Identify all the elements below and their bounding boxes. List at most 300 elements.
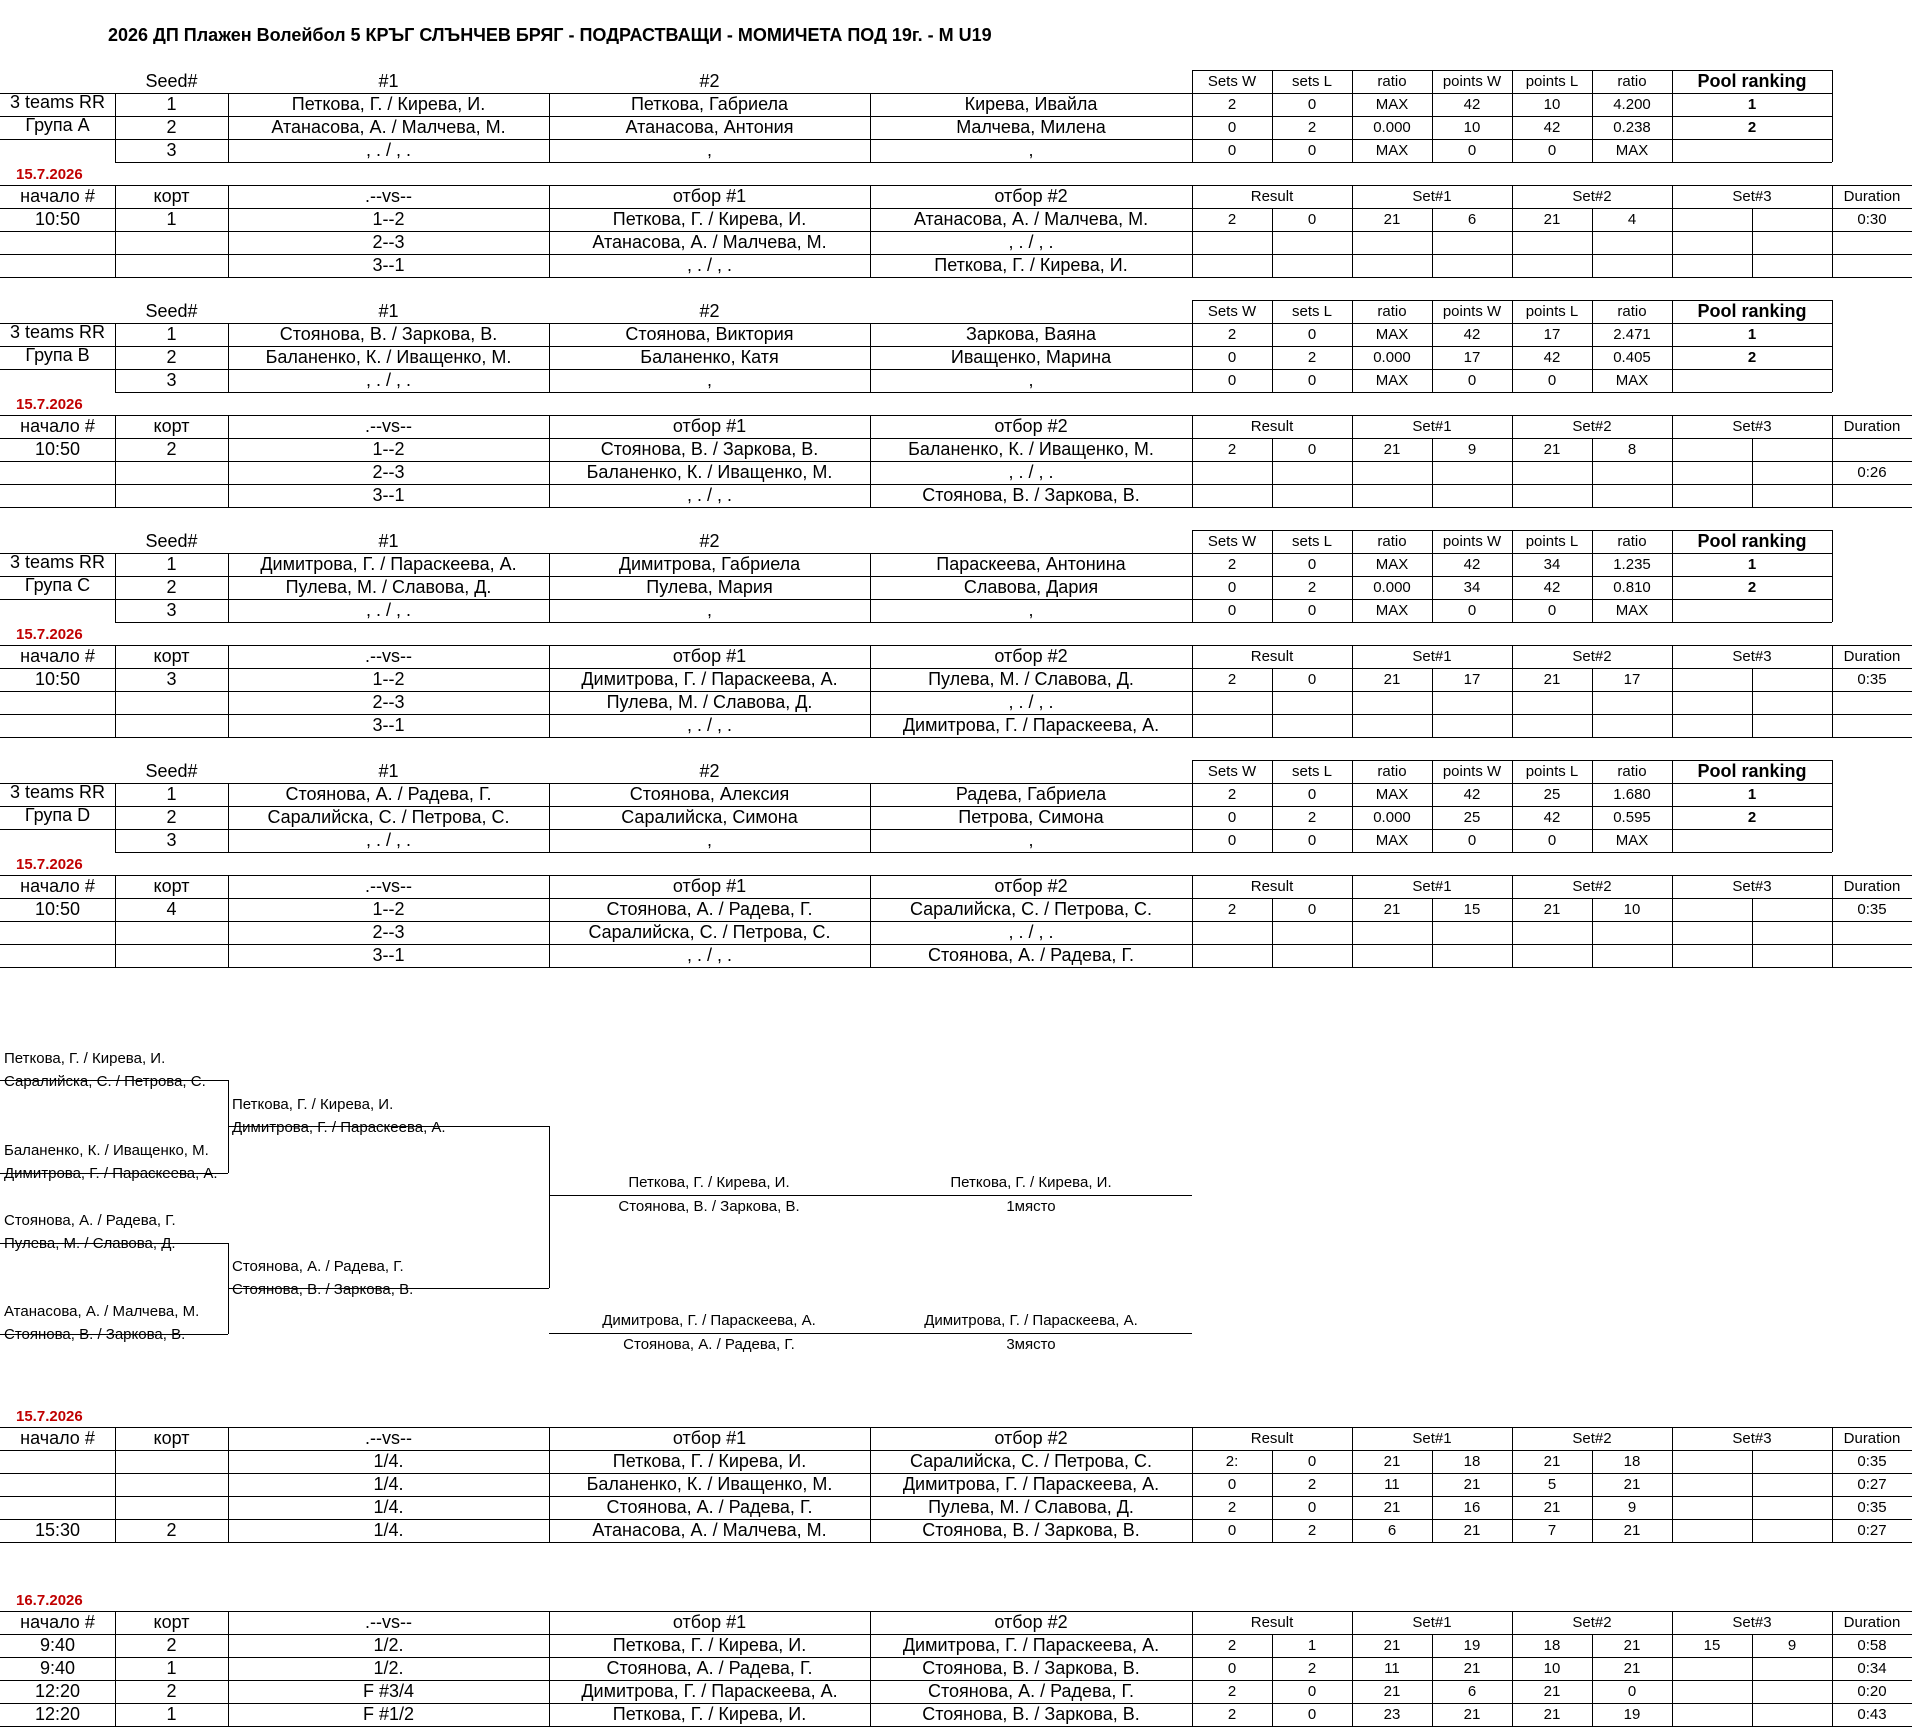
pool-stat-value: 0 (1307, 786, 1317, 803)
match-score-cell (1592, 254, 1672, 277)
playoff-table-col (115, 1427, 116, 1542)
pool-col (1672, 300, 1673, 392)
pool-col (115, 553, 116, 622)
match-table-col (115, 875, 116, 967)
pool-rank-value: 2 (1747, 119, 1757, 136)
match-table-line (0, 415, 1912, 416)
match-team-2: , . / , . (1008, 692, 1054, 712)
match-score-cell (1512, 944, 1592, 967)
match-score-cell (1432, 921, 1512, 944)
match-score-cell: 2 (1227, 1499, 1237, 1516)
pool-team-name: , . / , . (365, 830, 411, 850)
match-score-cell: 21 (1383, 901, 1401, 918)
pool-stat-value: 0 (1547, 142, 1557, 159)
match-score-cell (1752, 944, 1832, 967)
pool-col (1192, 530, 1193, 622)
pool-line (0, 346, 1832, 347)
match-score-cell (1592, 714, 1672, 737)
match-table-col (1752, 438, 1753, 507)
pool-col (1672, 760, 1673, 852)
match-table-line (0, 714, 1912, 715)
pool-rank-value: 2 (1747, 579, 1757, 596)
match-court: 2 (166, 1681, 177, 1701)
match-pairing: 1--2 (372, 669, 405, 689)
pool-type-label: 3 teams RR (9, 552, 106, 572)
match-score-cell (1272, 944, 1352, 967)
pool-stat-value: 34 (1463, 579, 1481, 596)
match-score-cell (1352, 461, 1432, 484)
pool-line (0, 93, 115, 94)
bracket-round1-team: Стоянова, В. / Заркова, В. (4, 1326, 186, 1343)
pool-stat-value: MAX (1375, 556, 1409, 573)
match-score-cell (1672, 1680, 1752, 1703)
match-score-cell: 21 (1623, 1476, 1641, 1493)
pool-col (1832, 760, 1833, 852)
pool-col (1352, 70, 1353, 162)
pool-stat-value: MAX (1615, 142, 1649, 159)
match-score-cell: 0 (1307, 1499, 1317, 1516)
playoff-table-col (549, 1427, 550, 1542)
match-table-line (0, 507, 1912, 508)
pool-stat-value: 10 (1463, 119, 1481, 136)
team2-header: отбор #2 (994, 1612, 1068, 1632)
match-court (115, 691, 228, 714)
stat-header: sets L (1291, 763, 1333, 780)
vs-header: .--vs-- (365, 646, 412, 666)
bracket-line (0, 1080, 228, 1081)
match-duration (1832, 714, 1912, 737)
pool-stat-value: 42 (1543, 809, 1561, 826)
match-score-cell (1592, 461, 1672, 484)
match-score-cell (1352, 254, 1432, 277)
match-table-line (0, 737, 1912, 738)
match-start-time: 10:50 (34, 899, 81, 919)
pool-rank-value (1672, 829, 1832, 852)
match-pairing: 3--1 (372, 945, 405, 965)
match-court: 1 (166, 1704, 177, 1724)
match-score-cell (1352, 944, 1432, 967)
match-table-col (1592, 898, 1593, 967)
match-score-cell (1672, 461, 1752, 484)
match-court: 2 (166, 439, 177, 459)
match-pairing: 1--2 (372, 439, 405, 459)
stat-header: sets L (1291, 73, 1333, 90)
match-court (115, 1473, 228, 1496)
pool-col (1512, 760, 1513, 852)
pool-stat-value: 4.200 (1613, 96, 1651, 113)
pool-team-name: Саралийска, С. / Петрова, С. (267, 807, 510, 827)
match-score-cell: 2 (1307, 1476, 1317, 1493)
player2-header: #2 (699, 531, 720, 551)
match-duration: 0:26 (1857, 464, 1887, 481)
match-score-cell: 0 (1307, 1453, 1317, 1470)
match-team-1: Петкова, Г. / Кирева, И. (612, 209, 807, 229)
bracket-line (549, 1195, 1192, 1196)
playoff-table-line (0, 1703, 1912, 1704)
match-score-cell (1192, 254, 1272, 277)
match-score-cell (1592, 921, 1672, 944)
match-duration: 0:27 (1857, 1476, 1887, 1493)
match-court (115, 461, 228, 484)
pool-stat-value: MAX (1375, 372, 1409, 389)
match-table-col (1672, 645, 1673, 737)
pool-stat-value: 0 (1467, 372, 1477, 389)
court-header: корт (153, 1612, 190, 1632)
pool-stat-value: 2 (1307, 809, 1317, 826)
match-team-2: Пулева, М. / Славова, Д. (928, 1497, 1134, 1517)
match-table-line (0, 645, 1912, 646)
pool-type-label: 3 teams RR (9, 782, 106, 802)
pool-stat-value: 25 (1463, 809, 1481, 826)
match-start-time (0, 1473, 115, 1496)
match-score-cell (1672, 254, 1752, 277)
seed-number: 3 (166, 600, 177, 620)
pool-stat-value: 0 (1227, 372, 1237, 389)
pool-team-name: Димитрова, Г. / Параскеева, А. (260, 554, 517, 574)
pool-stat-value: 25 (1543, 786, 1561, 803)
match-table-col (870, 415, 871, 507)
stat-header: Sets W (1207, 533, 1257, 550)
pool-line (0, 553, 115, 554)
set2-header: Set#2 (1572, 648, 1612, 665)
match-duration: 0:35 (1857, 671, 1887, 688)
match-score-cell: 21 (1383, 1453, 1401, 1470)
match-start-time (0, 231, 115, 254)
match-pairing: 1/4. (373, 1474, 404, 1494)
match-score-cell (1192, 921, 1272, 944)
pool-col (1432, 70, 1433, 162)
pool-stat-value: 2 (1227, 556, 1237, 573)
match-score-cell: 16 (1463, 1499, 1481, 1516)
match-table-line (0, 691, 1912, 692)
match-score-cell (1752, 1473, 1832, 1496)
match-table-col (1352, 185, 1353, 277)
match-team-1: Стоянова, А. / Радева, Г. (606, 1497, 813, 1517)
bracket-round2-team: Петкова, Г. / Кирева, И. (232, 1096, 394, 1113)
match-table-line (0, 875, 1912, 876)
pool-player-1: Стоянова, Алексия (629, 784, 790, 804)
seed-number: 2 (166, 577, 177, 597)
match-table-col (1512, 415, 1513, 507)
match-table-col (549, 415, 550, 507)
vs-header: .--vs-- (365, 1612, 412, 1632)
pool-player-2: Параскеева, Антонина (936, 554, 1126, 574)
pool-col (1352, 530, 1353, 622)
match-table-col (1272, 438, 1273, 507)
match-score-cell (1752, 231, 1832, 254)
pool-line (0, 783, 115, 784)
pool-line (0, 139, 1832, 140)
match-team-2: Димитрова, Г. / Параскеева, А. (902, 1635, 1160, 1655)
match-score-cell (1512, 921, 1592, 944)
match-score-cell (1592, 691, 1672, 714)
match-score-cell: 2 (1227, 211, 1237, 228)
stat-header: Sets W (1207, 303, 1257, 320)
bracket-round1-team: Пулева, М. / Славова, Д. (4, 1235, 176, 1252)
match-table-col (1512, 185, 1513, 277)
pool-rank-value: 1 (1747, 96, 1757, 113)
pool-player-2: , (1028, 370, 1034, 390)
match-table-col (1752, 898, 1753, 967)
match-pairing: F #3/4 (362, 1681, 415, 1701)
player1-header: #1 (378, 301, 399, 321)
pool-line (0, 323, 115, 324)
match-score-cell: 7 (1547, 1522, 1557, 1539)
team2-header: отбор #2 (994, 876, 1068, 896)
match-score-cell (1432, 231, 1512, 254)
match-pairing: 2--3 (372, 462, 405, 482)
match-score-cell: 2 (1227, 671, 1237, 688)
court-header: корт (153, 416, 190, 436)
playoff-table-line (0, 1496, 1912, 1497)
match-score-cell (1432, 484, 1512, 507)
pool-stat-value: 0 (1307, 832, 1317, 849)
match-table-col (1192, 645, 1193, 737)
match-score-cell (1192, 461, 1272, 484)
court-header: корт (153, 1428, 190, 1448)
match-table-col (1272, 668, 1273, 737)
match-score-cell: 19 (1463, 1637, 1481, 1654)
match-score-cell (1512, 231, 1592, 254)
match-table-col (1832, 415, 1833, 507)
pool-col (1352, 760, 1353, 852)
bracket-final-team: Стоянова, В. / Заркова, В. (618, 1198, 800, 1215)
match-score-cell: 11 (1384, 1660, 1400, 1677)
match-pairing: 1/4. (373, 1520, 404, 1540)
set1-header: Set#1 (1412, 1614, 1452, 1631)
pool-stat-value: 0.405 (1613, 349, 1651, 366)
pool-col (870, 783, 871, 852)
page-title: 2026 ДП Плажен Волейбол 5 КРЪГ СЛЪНЧЕВ БРЯГ - ПОДРАСТВАЩИ - МОМИЧЕТА ПОД 19г. - M U19 (108, 26, 992, 44)
pool-stat-value: 10 (1543, 96, 1561, 113)
match-score-cell (1672, 921, 1752, 944)
set1-header: Set#1 (1412, 1430, 1452, 1447)
match-score-cell (1752, 898, 1832, 921)
stat-header: ratio (1617, 763, 1647, 780)
match-table-col (1512, 645, 1513, 737)
playoff-table-col (115, 1611, 116, 1726)
match-team-2: Саралийска, С. / Петрова, С. (909, 899, 1153, 919)
match-table-col (228, 875, 229, 967)
match-table-col (228, 185, 229, 277)
match-start-time: 9:40 (39, 1635, 76, 1655)
pool-player-1: , (706, 140, 712, 160)
match-table-col (1352, 875, 1353, 967)
pool-group-label: Група B (25, 345, 90, 365)
match-score-cell (1272, 921, 1352, 944)
court-header: корт (153, 876, 190, 896)
match-score-cell: 2: (1225, 1453, 1239, 1470)
pool-player-2: , (1028, 600, 1034, 620)
seed-header: Seed# (145, 71, 198, 91)
match-table-col (1192, 875, 1193, 967)
pool-stat-value: 0 (1307, 602, 1317, 619)
match-score-cell (1672, 1657, 1752, 1680)
result-header: Result (1250, 418, 1294, 435)
stat-header: ratio (1377, 303, 1407, 320)
pool-col (1352, 300, 1353, 392)
match-table-line (0, 484, 1912, 485)
pool-stat-value: MAX (1615, 832, 1649, 849)
match-start-time (0, 1450, 115, 1473)
pool-ranking-header: Pool ranking (1697, 71, 1807, 91)
match-duration (1832, 691, 1912, 714)
match-duration: 0:58 (1857, 1637, 1887, 1654)
pool-stat-value: 42 (1463, 326, 1481, 343)
match-table-col (1432, 668, 1433, 737)
pool-player-2: Малчева, Милена (956, 117, 1106, 137)
stat-header: ratio (1377, 533, 1407, 550)
pool-col (549, 323, 550, 392)
match-court: 3 (166, 669, 177, 689)
pool-col (1512, 70, 1513, 162)
pool-col (228, 323, 229, 392)
match-score-cell (1672, 691, 1752, 714)
match-court (115, 921, 228, 944)
bracket-line (228, 1288, 549, 1289)
match-score-cell (1272, 484, 1352, 507)
match-table-col (115, 185, 116, 277)
playoff-table-col (1352, 1611, 1353, 1726)
match-score-cell: 1 (1307, 1637, 1317, 1654)
match-pairing: 2--3 (372, 692, 405, 712)
match-team-1: Димитрова, Г. / Параскеева, А. (581, 669, 838, 689)
match-court: 2 (166, 1635, 177, 1655)
bracket-round1-team: Петкова, Г. / Кирева, И. (4, 1050, 166, 1067)
playoff-table-col (1832, 1611, 1833, 1726)
pool-col (870, 553, 871, 622)
match-score-cell (1192, 691, 1272, 714)
pool-stat-value: 0.810 (1613, 579, 1651, 596)
pool-col (1192, 70, 1193, 162)
match-team-1: Стоянова, А. / Радева, Г. (606, 899, 813, 919)
result-header: Result (1250, 188, 1294, 205)
pool-line (115, 852, 1832, 853)
pool-stat-value: 0 (1307, 556, 1317, 573)
playoff-table-col (1432, 1634, 1433, 1726)
match-duration (1832, 921, 1912, 944)
match-score-cell: 2 (1307, 1522, 1317, 1539)
pool-stat-value: 0 (1547, 832, 1557, 849)
pool-stat-value: 0.000 (1373, 119, 1411, 136)
match-court (115, 944, 228, 967)
match-score-cell: 21 (1463, 1476, 1481, 1493)
match-table-line (0, 668, 1912, 669)
result-header: Result (1250, 648, 1294, 665)
start-header: начало # (20, 416, 95, 436)
playoff-table-line (0, 1450, 1912, 1451)
match-score-cell: 21 (1543, 211, 1561, 228)
stat-header: Sets W (1207, 763, 1257, 780)
pool-stat-value: MAX (1375, 786, 1409, 803)
match-table-col (115, 645, 116, 737)
court-header: корт (153, 646, 190, 666)
pool-line (115, 553, 1832, 554)
set2-header: Set#2 (1572, 188, 1612, 205)
result-header: Result (1250, 1430, 1294, 1447)
match-duration: 0:34 (1857, 1660, 1887, 1677)
pool-line (0, 369, 1832, 370)
match-score-cell (1432, 944, 1512, 967)
pool-line (115, 783, 1832, 784)
match-start-time (0, 691, 115, 714)
match-score-cell (1752, 714, 1832, 737)
bracket-final-team: Петкова, Г. / Кирева, И. (628, 1174, 790, 1191)
pool-stat-value: 0 (1227, 809, 1237, 826)
match-score-cell (1752, 1496, 1832, 1519)
match-table-col (870, 645, 871, 737)
match-score-cell (1672, 484, 1752, 507)
set3-header: Set#3 (1732, 188, 1772, 205)
duration-header: Duration (1843, 1430, 1901, 1447)
pool-team-name: Стоянова, В. / Заркова, В. (279, 324, 498, 344)
bracket-round1-team: Атанасова, А. / Малчева, М. (4, 1303, 200, 1320)
pool-line (115, 162, 1832, 163)
match-table-col (228, 415, 229, 507)
match-court: 4 (166, 899, 177, 919)
match-score-cell: 21 (1543, 441, 1561, 458)
match-table-line (0, 231, 1912, 232)
match-score-cell (1192, 231, 1272, 254)
match-score-cell: 9 (1787, 1637, 1797, 1654)
match-score-cell (1752, 438, 1832, 461)
match-score-cell: 21 (1623, 1637, 1641, 1654)
stat-header: points L (1525, 303, 1579, 320)
match-score-cell: 21 (1463, 1522, 1481, 1539)
pool-type-label: 3 teams RR (9, 322, 106, 342)
match-score-cell: 21 (1623, 1660, 1641, 1677)
match-score-cell: 0 (1307, 1706, 1317, 1723)
pool-player-1: Стоянова, Виктория (625, 324, 794, 344)
bracket-round2-team: Стоянова, В. / Заркова, В. (232, 1281, 414, 1298)
match-date: 15.7.2026 (16, 626, 83, 643)
vs-header: .--vs-- (365, 416, 412, 436)
playoff-table-line (0, 1634, 1912, 1635)
pool-stat-value: 2 (1307, 579, 1317, 596)
match-table-col (1432, 438, 1433, 507)
match-table-col (1272, 898, 1273, 967)
seed-number: 3 (166, 140, 177, 160)
stat-header: points W (1442, 533, 1502, 550)
pool-line (115, 392, 1832, 393)
match-table-col (1192, 185, 1193, 277)
match-pairing: 1--2 (372, 209, 405, 229)
match-date: 15.7.2026 (16, 396, 83, 413)
pool-stat-value: 0 (1547, 372, 1557, 389)
bracket-round1-team: Димитрова, Г. / Параскеева, А. (4, 1165, 218, 1182)
match-score-cell: 0 (1307, 441, 1317, 458)
pool-stat-value: 0 (1227, 832, 1237, 849)
match-score-cell: 21 (1383, 1683, 1401, 1700)
playoff-table-col (549, 1611, 550, 1726)
pool-line (0, 806, 1832, 807)
pool-col (228, 553, 229, 622)
match-table-line (0, 277, 1912, 278)
match-start-time (0, 461, 115, 484)
match-table-col (549, 185, 550, 277)
pool-col (1432, 300, 1433, 392)
seed-number: 1 (166, 784, 177, 804)
player2-header: #2 (699, 761, 720, 781)
match-table-col (549, 875, 550, 967)
seed-header: Seed# (145, 531, 198, 551)
match-score-cell: 21 (1543, 671, 1561, 688)
match-team-1: Стоянова, А. / Радева, Г. (606, 1658, 813, 1678)
seed-number: 2 (166, 807, 177, 827)
pool-stat-value: 2 (1227, 326, 1237, 343)
pool-stat-value: 17 (1543, 326, 1561, 343)
pool-col (1432, 760, 1433, 852)
